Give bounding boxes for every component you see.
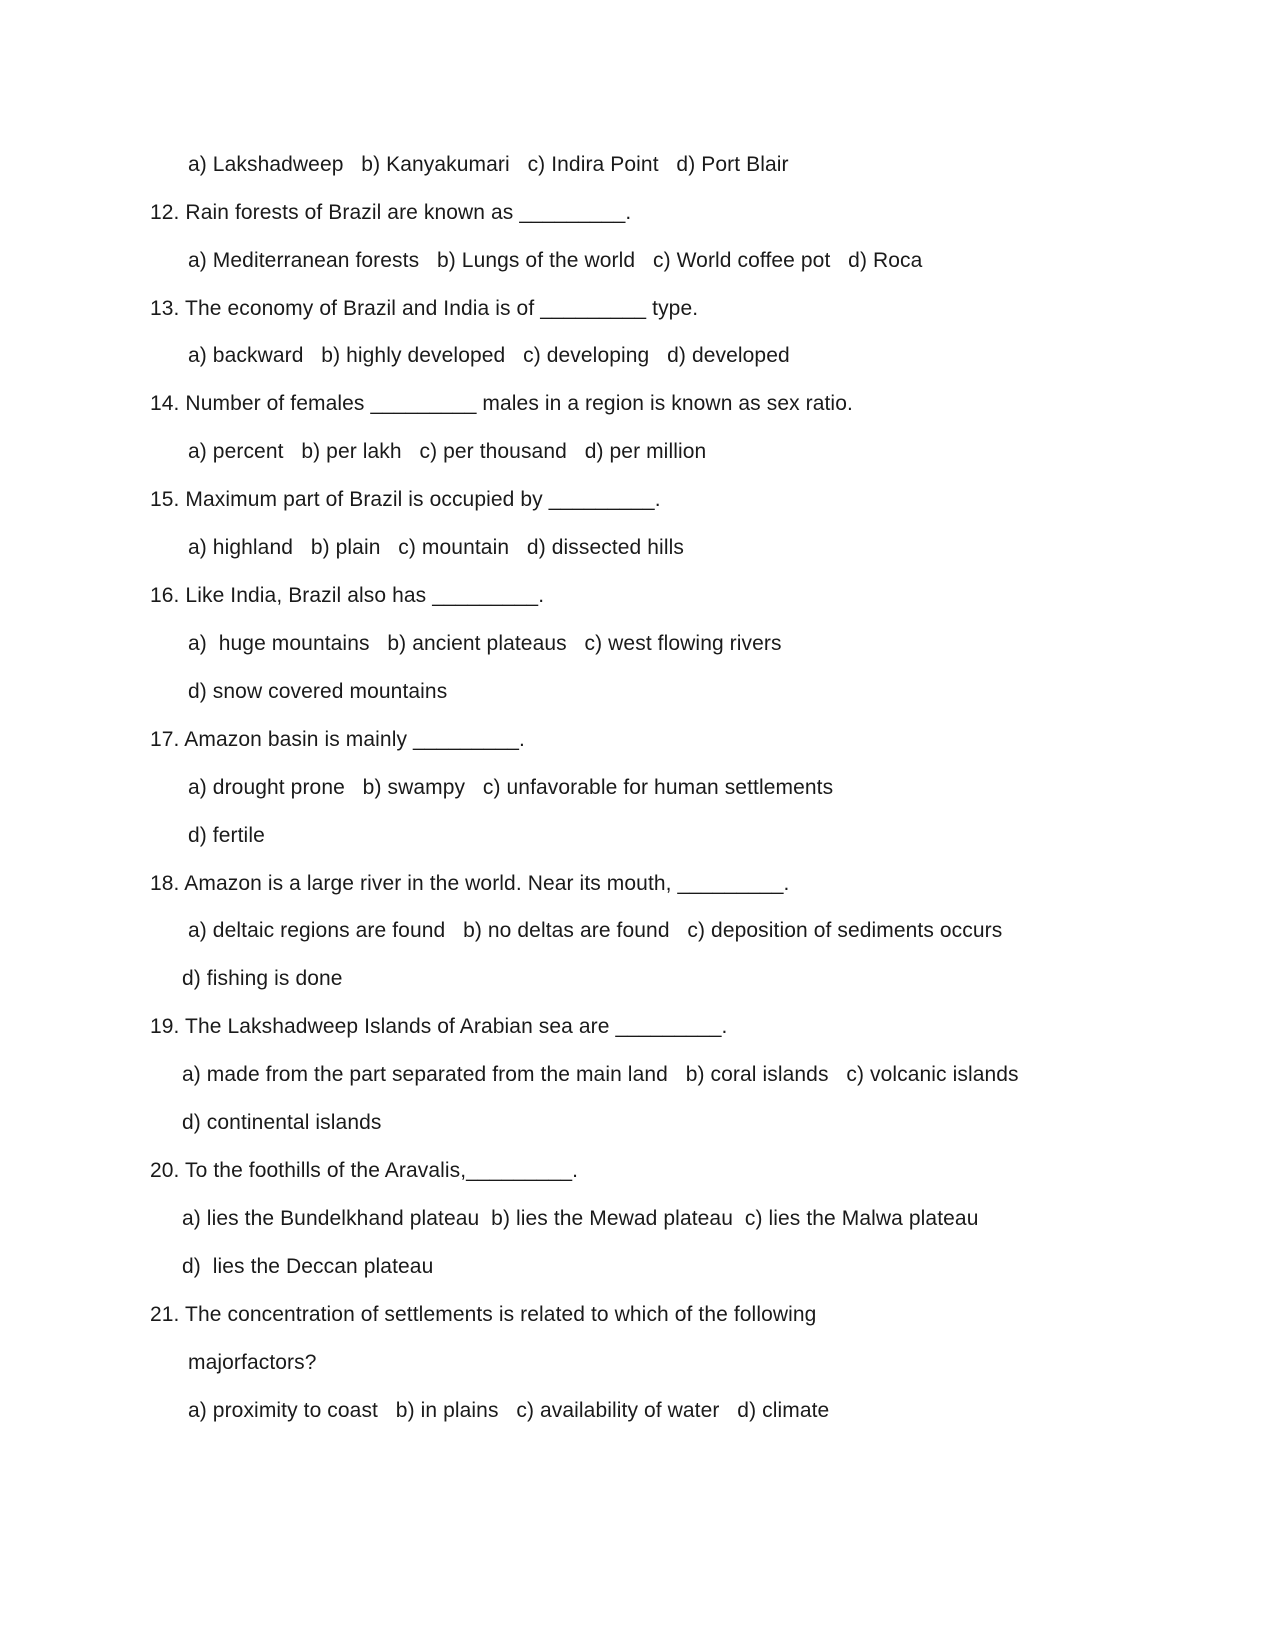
q18-options-cont: d) fishing is done — [182, 967, 343, 990]
q20-options-cont: d) lies the Deccan plateau — [182, 1255, 434, 1278]
q13-options: a) backward b) highly developed c) developing d) developed — [188, 344, 790, 367]
q12-question: 12. Rain forests of Brazil are known as _________. — [150, 201, 632, 224]
q21-question: 21. The concentration of settlements is related to which of the following — [150, 1303, 817, 1326]
q21-options: a) proximity to coast b) in plains c) availability of water d) climate — [188, 1399, 830, 1422]
q15-options: a) highland b) plain c) mountain d) dissected hills — [188, 536, 684, 559]
q19-question: 19. The Lakshadweep Islands of Arabian sea are _________. — [150, 1015, 728, 1038]
q14-question: 14. Number of females _________ males in a region is known as sex ratio. — [150, 392, 853, 415]
q13-question: 13. The economy of Brazil and India is of _________ type. — [150, 297, 699, 320]
q16-question: 16. Like India, Brazil also has _________. — [150, 584, 545, 607]
q12-options: a) Mediterranean forests b) Lungs of the world c) World coffee pot d) Roca — [188, 249, 923, 272]
q17-options-cont: d) fertile — [188, 824, 265, 847]
q17-options: a) drought prone b) swampy c) unfavorable for human settlements — [188, 776, 834, 799]
q16-options: a) huge mountains b) ancient plateaus c) west flowing rivers — [188, 632, 782, 655]
q18-question: 18. Amazon is a large river in the world. Near its mouth, _________. — [150, 872, 790, 895]
q21-question-cont: majorfactors? — [188, 1351, 317, 1374]
q19-options: a) made from the part separated from the main land b) coral islands c) volcanic islands — [182, 1063, 1019, 1086]
q14-options: a) percent b) per lakh c) per thousand d) per million — [188, 440, 707, 463]
q11-options: a) Lakshadweep b) Kanyakumari c) Indira Point d) Port Blair — [188, 153, 789, 176]
q20-options: a) lies the Bundelkhand plateau b) lies the Mewad plateau c) lies the Malwa plateau — [182, 1207, 979, 1230]
q18-options: a) deltaic regions are found b) no deltas are found c) deposition of sediments occurs — [188, 919, 1003, 942]
q17-question: 17. Amazon basin is mainly _________. — [150, 728, 525, 751]
q15-question: 15. Maximum part of Brazil is occupied by _________. — [150, 488, 661, 511]
q19-options-cont: d) continental islands — [182, 1111, 382, 1134]
q20-question: 20. To the foothills of the Aravalis,_________. — [150, 1159, 579, 1182]
q16-options-cont: d) snow covered mountains — [188, 680, 448, 703]
